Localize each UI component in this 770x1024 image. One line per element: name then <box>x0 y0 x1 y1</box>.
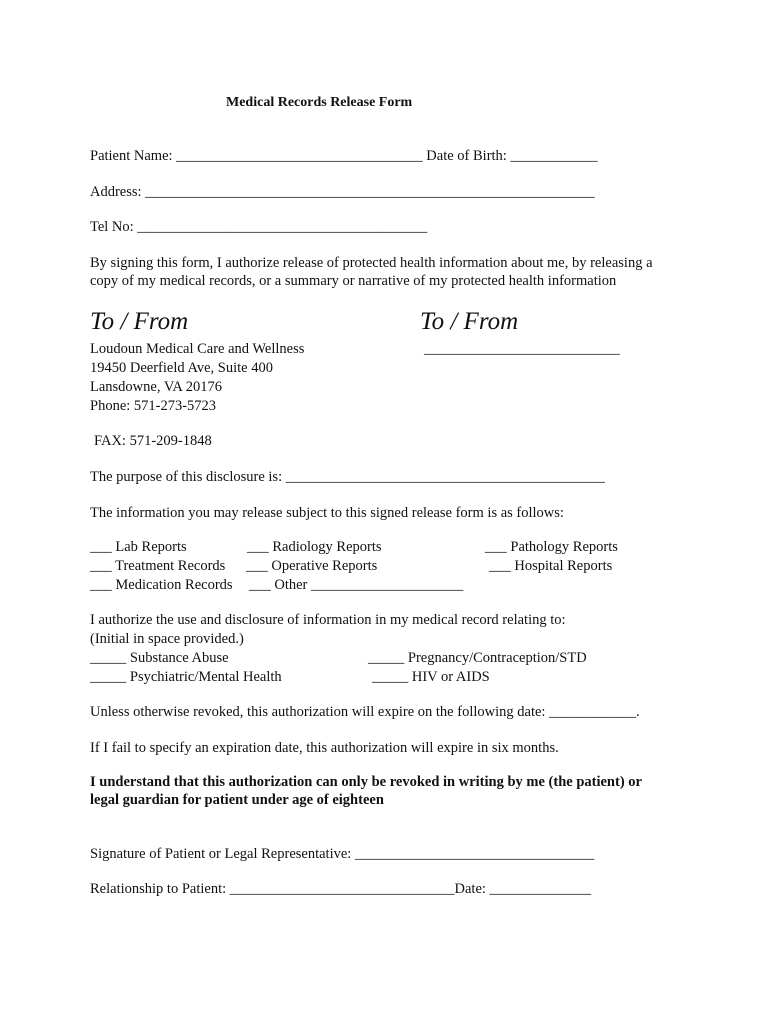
clinic-phone: Phone: 571-273-5723 <box>90 398 217 414</box>
info-intro: The information you may release subject to this signed release form is as follows: <box>90 505 564 521</box>
patient-name-dob-field[interactable]: Patient Name: __________________________________ Date of Birth: ____________ <box>90 148 598 164</box>
medication-records-option[interactable]: ___ Medication Records <box>90 577 233 593</box>
clinic-fax: FAX: 571-209-1848 <box>94 433 212 449</box>
clinic-name: Loudoun Medical Care and Wellness <box>90 341 305 357</box>
hospital-reports-option[interactable]: ___ Hospital Reports <box>489 558 613 574</box>
address-field[interactable]: Address: ______________________________________________________________ <box>90 184 595 200</box>
authorize-paragraph-line1: By signing this form, I authorize release of protected health information about me, by releasing a <box>90 255 653 271</box>
authorize-paragraph-line2: copy of my medical records, or a summary or narrative of my protected health information <box>90 273 617 289</box>
initial-note: (Initial in space provided.) <box>90 631 244 647</box>
purpose-field[interactable]: The purpose of this disclosure is: ____________________________________________ <box>90 469 605 485</box>
expiration-date-field[interactable]: Unless otherwise revoked, this authorization will expire on the following date: ____________. <box>90 704 640 720</box>
treatment-records-option[interactable]: ___ Treatment Records <box>90 558 226 574</box>
psychiatric-option[interactable]: _____ Psychiatric/Mental Health <box>90 669 282 685</box>
pregnancy-option[interactable]: _____ Pregnancy/Contraception/STD <box>368 650 587 666</box>
page-title: Medical Records Release Form <box>226 95 413 110</box>
to-from-left-heading: To / From <box>90 308 189 335</box>
lab-reports-option[interactable]: ___ Lab Reports <box>90 539 187 555</box>
disclosure-intro: I authorize the use and disclosure of information in my medical record relating to: <box>90 612 566 628</box>
recipient-field[interactable]: ___________________________ <box>424 341 620 357</box>
relationship-date-field[interactable]: Relationship to Patient: _______________________________Date: ______________ <box>90 881 592 897</box>
operative-reports-option[interactable]: ___ Operative Reports <box>246 558 378 574</box>
hiv-aids-option[interactable]: _____ HIV or AIDS <box>372 669 490 685</box>
clinic-city: Lansdowne, VA 20176 <box>90 379 222 395</box>
substance-abuse-option[interactable]: _____ Substance Abuse <box>90 650 229 666</box>
pathology-reports-option[interactable]: ___ Pathology Reports <box>485 539 618 555</box>
other-option[interactable]: ___ Other _____________________ <box>249 577 464 593</box>
revoke-note-line2: legal guardian for patient under age of eighteen <box>90 792 384 808</box>
six-months-note: If I fail to specify an expiration date, this authorization will expire in six months. <box>90 740 559 756</box>
revoke-note-line1: I understand that this authorization can only be revoked in writing by me (the patient) or <box>90 774 642 790</box>
signature-field[interactable]: Signature of Patient or Legal Representative: _________________________________ <box>90 846 595 862</box>
clinic-street: 19450 Deerfield Ave, Suite 400 <box>90 360 273 376</box>
to-from-right-heading: To / From <box>420 308 519 335</box>
radiology-reports-option[interactable]: ___ Radiology Reports <box>247 539 382 555</box>
tel-field[interactable]: Tel No: ________________________________________ <box>90 219 428 235</box>
